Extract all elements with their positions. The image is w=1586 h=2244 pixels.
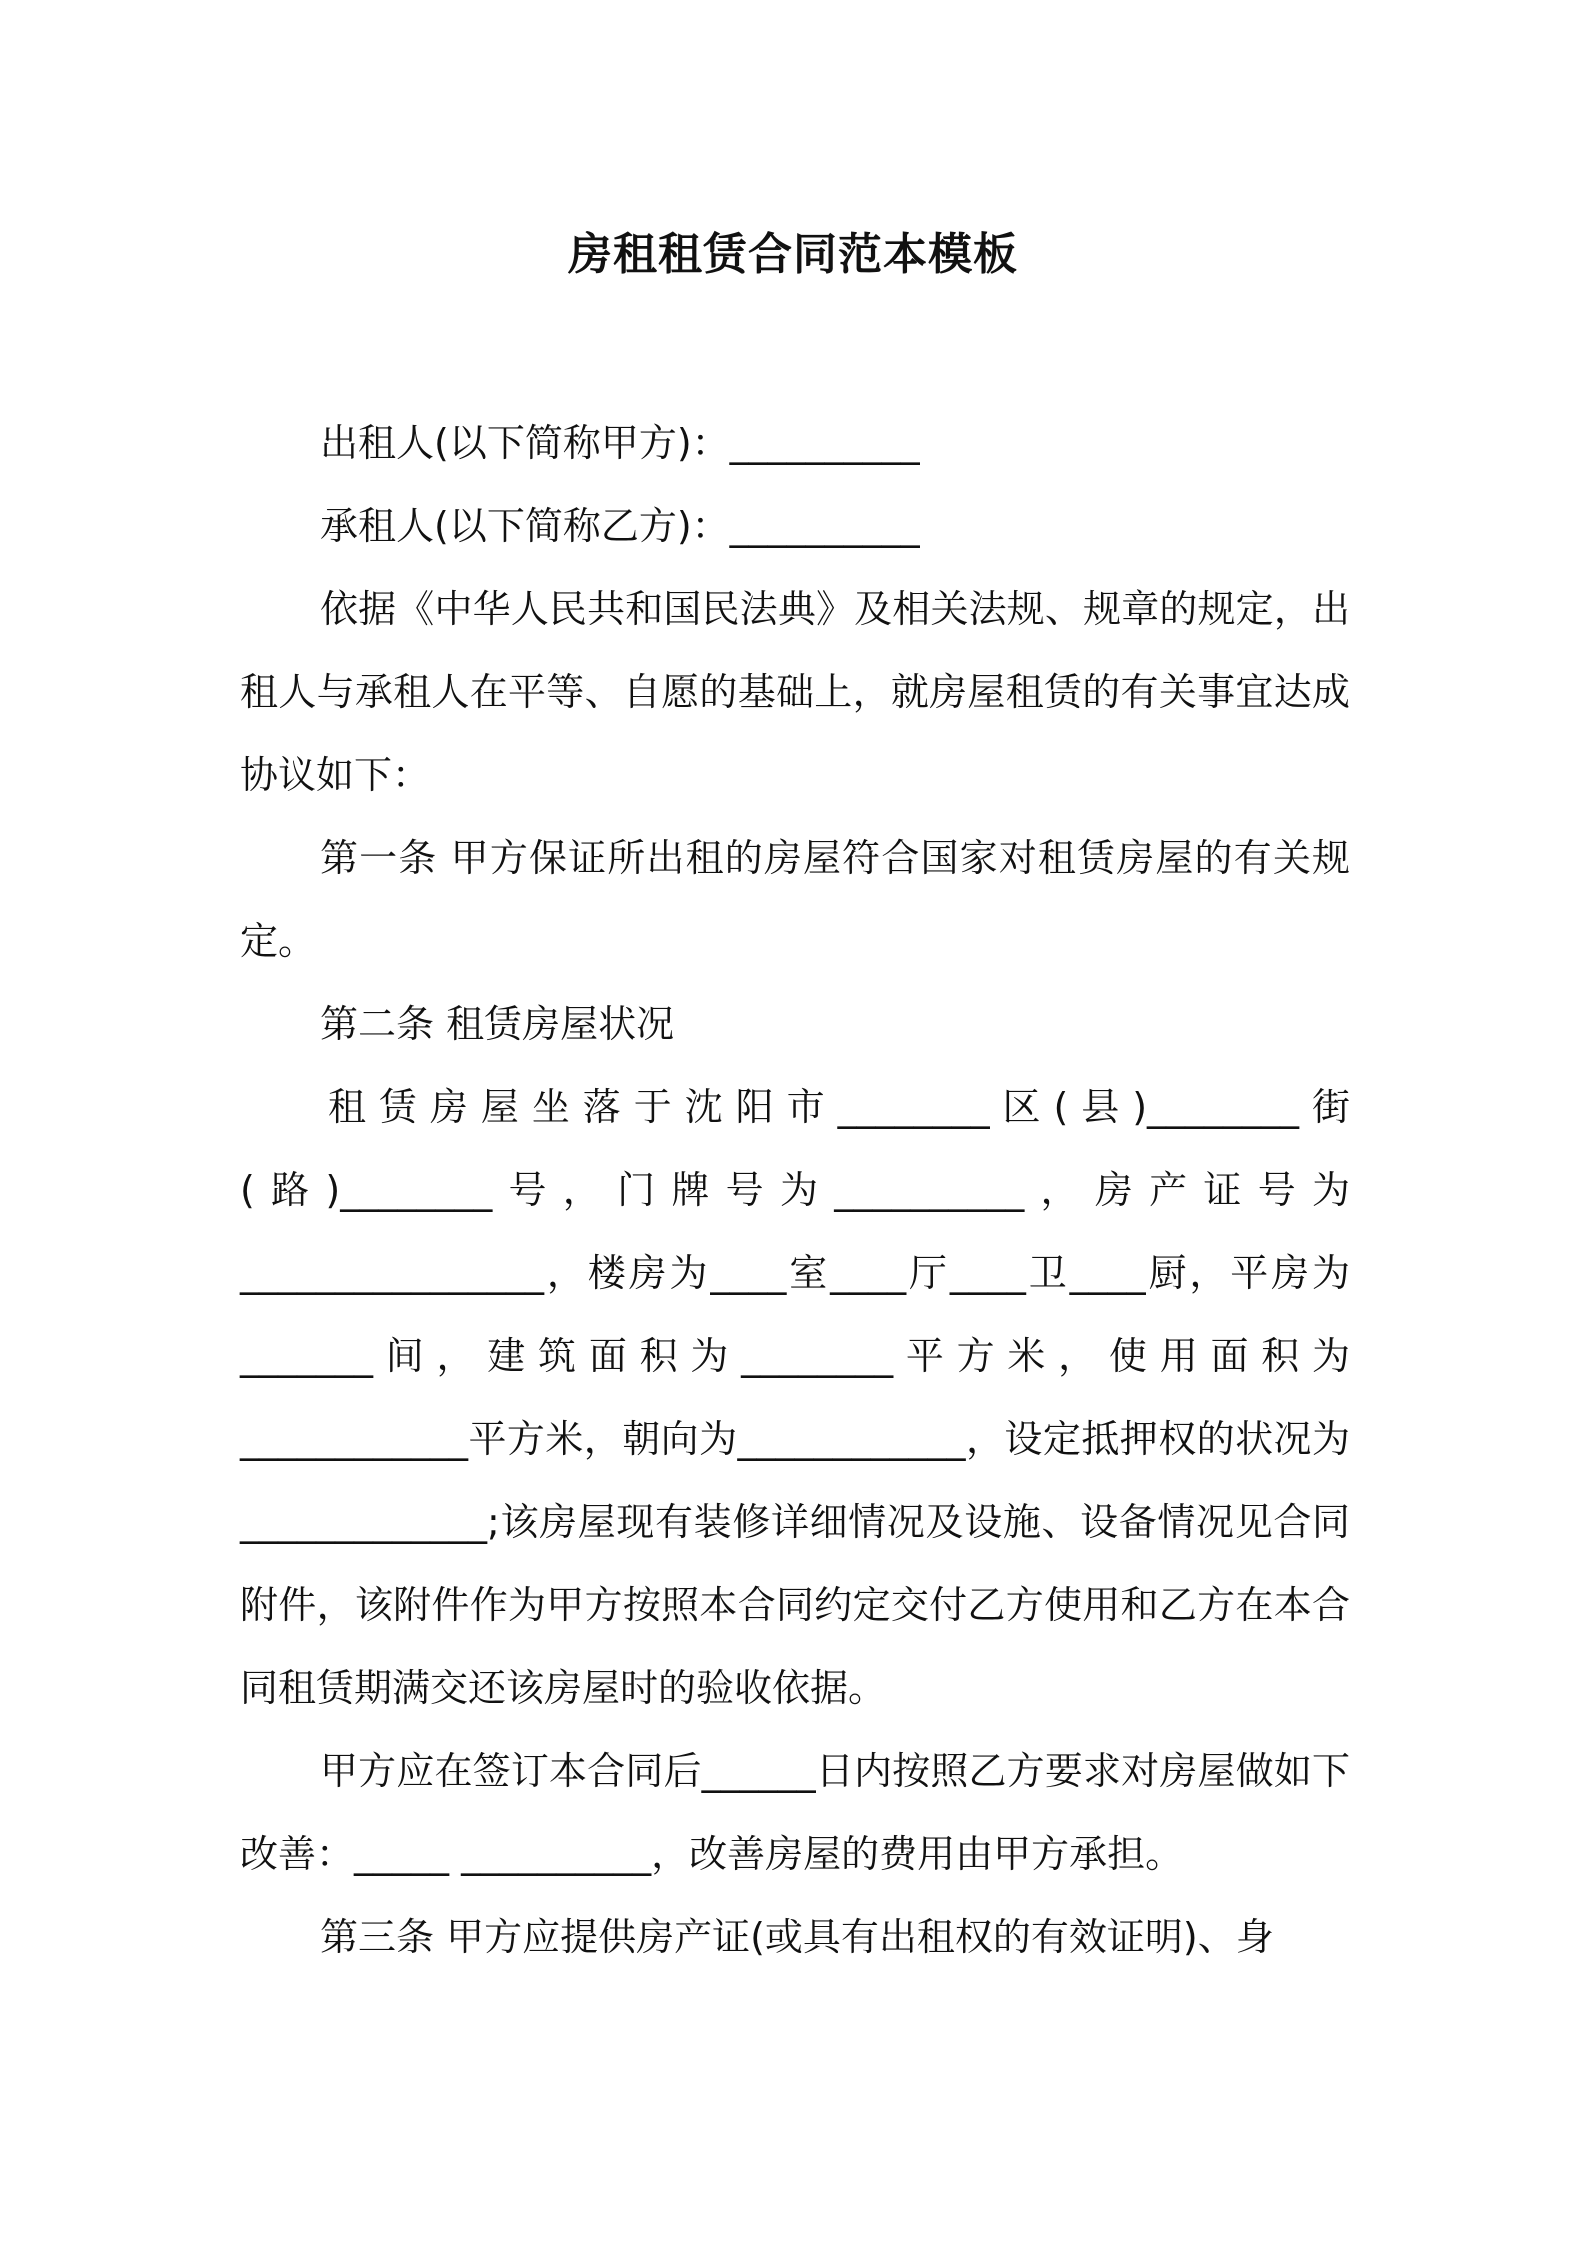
document-body: [240, 402, 1350, 1979]
document-title: 房租租赁合同范本模板: [568, 229, 1018, 280]
lessor-line: 出租人(以下简称甲方)：__________: [320, 421, 920, 465]
article-1: 第一条 甲方保证所出租的房屋符合国家对租赁房屋的有关规定。: [240, 836, 1350, 963]
lessee-line: 承租人(以下简称乙方)：__________: [320, 504, 920, 548]
article-2-details: 租赁房屋坐落于沈阳市________区(县)________街(路)________号，门牌号为__________，房产证号为________________，楼房为____室____厅____卫____厨，平房为_______间，建筑面积为________平方米，使用面积为____________平方米，朝向为____________，设定抵押权的状况为_____________;该房屋现有装修详细情况及设施、设备情况见合同附件，该附件作为甲方按照本合同约定交付乙方使用和乙方在本合同租赁期满交还该房屋时的验收依据。: [240, 1085, 1350, 1710]
article-3-start: 第三条 甲方应提供房产证(或具有出租权的有效证明)、身: [320, 1915, 1274, 1959]
preamble-paragraph: 依据《中华人民共和国民法典》及相关法规、规章的规定，出租人与承租人在平等、自愿的基础上，就房屋租赁的有关事宜达成协议如下：: [240, 587, 1350, 797]
article-2-heading: 第二条 租赁房屋状况: [320, 1002, 675, 1046]
improvement-paragraph: 甲方应在签订本合同后______日内按照乙方要求对房屋做如下改善：_____ __________，改善房屋的费用由甲方承担。: [240, 1749, 1350, 1876]
